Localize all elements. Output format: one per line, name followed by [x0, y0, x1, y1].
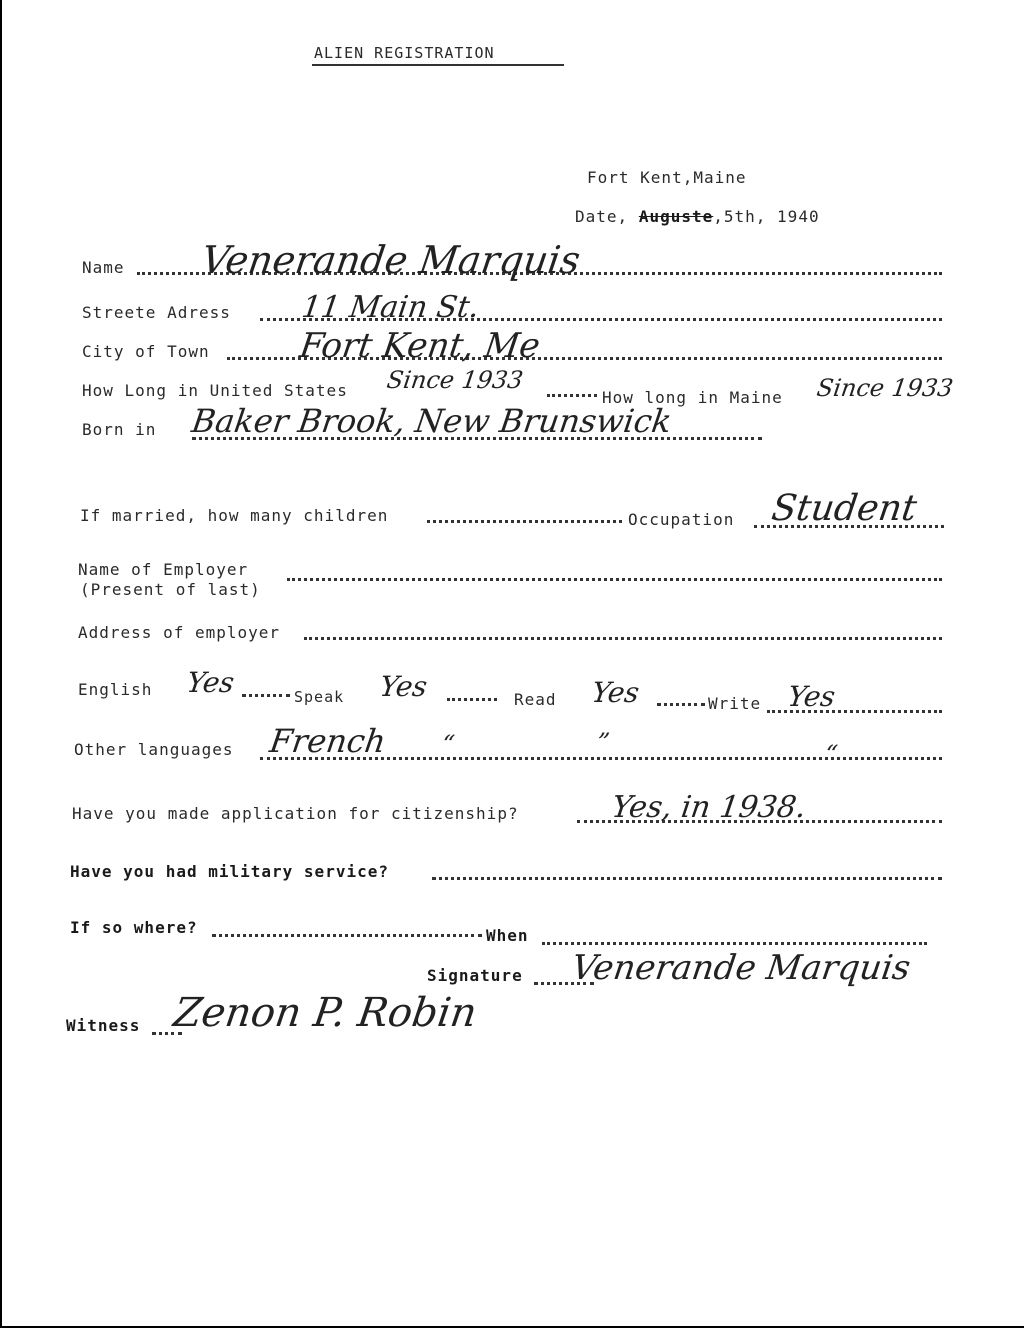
where-line — [212, 934, 482, 937]
when-label: When — [486, 926, 529, 945]
children-line — [427, 520, 622, 523]
place: Fort Kent,Maine — [587, 168, 747, 187]
how-long-us-line — [547, 394, 597, 397]
employer-line — [287, 578, 942, 581]
ditto-mark-2: ” — [595, 728, 612, 756]
citizenship-label: Have you made application for citizenship? — [72, 804, 519, 823]
speak-label: Speak — [294, 688, 345, 706]
when-line — [542, 942, 927, 945]
signature-value: Venerande Marquis — [569, 948, 913, 988]
occupation-value: Student — [769, 488, 920, 529]
write-value: Yes — [785, 680, 838, 713]
city-label: City of Town — [82, 342, 210, 361]
english-line — [242, 694, 290, 697]
name-value: Venerande Marquis — [198, 238, 583, 282]
born-in-value: Baker Brook, New Brunswick — [189, 402, 675, 440]
date-label: Date, — [575, 207, 629, 226]
military-label: Have you had military service? — [70, 862, 389, 881]
employer-sublabel: (Present of last) — [80, 580, 261, 599]
form-title: ALIEN REGISTRATION — [314, 44, 495, 62]
read-line — [657, 703, 705, 706]
other-languages-label: Other languages — [74, 740, 234, 759]
witness-value: Zenon P. Robin — [170, 990, 480, 1036]
street-value: 11 Main St. — [299, 290, 482, 325]
occupation-label: Occupation — [628, 510, 735, 529]
how-long-us-value: Since 1933 — [385, 366, 525, 394]
born-in-label: Born in — [82, 420, 157, 439]
how-long-maine-label: How long in Maine — [602, 388, 783, 407]
employer-label: Name of Employer — [78, 560, 249, 579]
title-underline — [312, 64, 564, 66]
ditto-mark-1: “ — [440, 730, 457, 758]
how-long-us-label: How Long in United States — [82, 381, 348, 400]
how-long-maine-value: Since 1933 — [815, 374, 955, 402]
military-line — [432, 877, 942, 880]
write-label: Write — [708, 694, 762, 713]
date-value: ,5th, 1940 — [713, 207, 820, 226]
speak-value: Yes — [377, 670, 430, 703]
city-value: Fort Kent, Me — [297, 326, 543, 366]
english-label: English — [78, 680, 153, 699]
read-value: Yes — [589, 676, 642, 709]
name-label: Name — [82, 258, 125, 277]
date-struck: Auguste — [638, 207, 714, 226]
speak-line — [447, 698, 497, 701]
street-label: Streete Adress — [82, 303, 231, 322]
read-label: Read — [514, 690, 557, 709]
witness-label: Witness — [66, 1016, 141, 1035]
citizenship-value: Yes, in 1938. — [609, 790, 809, 825]
signature-label: Signature — [427, 966, 523, 985]
employer-address-label: Address of employer — [78, 623, 281, 642]
other-languages-value: French — [267, 722, 389, 760]
english-value: Yes — [184, 666, 237, 699]
employer-address-line — [304, 637, 942, 640]
date-field — [575, 207, 820, 226]
where-label: If so where? — [70, 918, 198, 937]
children-label: If married, how many children — [80, 506, 389, 525]
ditto-mark-3: “ — [823, 740, 840, 768]
